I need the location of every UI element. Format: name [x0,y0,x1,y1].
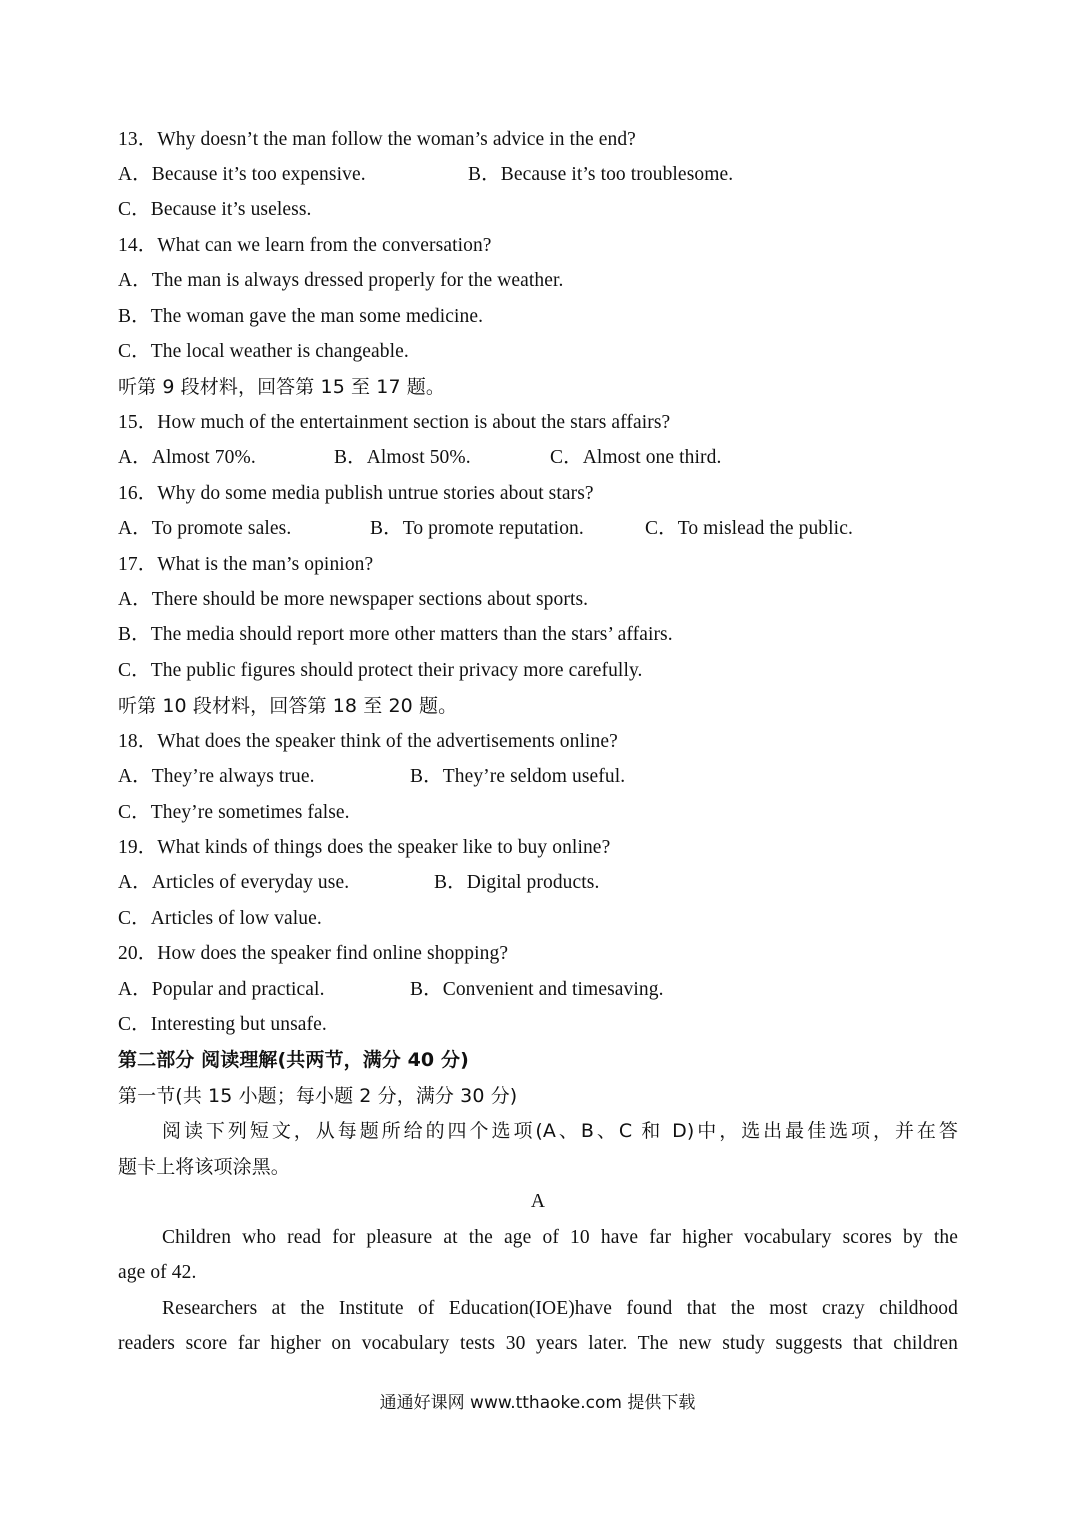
q15-option-b: B．Almost 50%. [334,447,471,468]
q17-option-a: A．There should be more newspaper sections about sports. [118,589,589,610]
section-instruction-9: 听第 9 段材料，回答第 15 至 17 题。 [118,376,445,398]
question-14: 14．What can we learn from the conversation? [118,235,492,256]
section-instruction-10: 听第 10 段材料，回答第 18 至 20 题。 [118,695,458,717]
q14-option-b: B．The woman gave the man some medicine. [118,306,484,327]
q13-option-c: C．Because it’s useless. [118,199,312,220]
q20-option-b: B．Convenient and timesaving. [410,979,664,1000]
q15-option-a: A．Almost 70%. [118,447,256,468]
q16-option-a: A．To promote sales. [118,518,292,539]
passage-a-label: A [530,1191,546,1212]
reading-instruction-line-2: 题卡上将该项涂黑。 [118,1156,290,1178]
q18-option-b: B．They’re seldom useful. [410,766,626,787]
passage-paragraph-1-line-2: age of 42. [118,1262,197,1283]
q14-option-a: A．The man is always dressed properly for the weather. [118,270,564,291]
q19-option-c: C．Articles of low value. [118,908,322,929]
q19-option-b: B．Digital products. [434,872,600,893]
q15-option-c: C．Almost one third. [550,447,722,468]
q20-option-c: C．Interesting but unsafe. [118,1014,327,1035]
question-13: 13．Why doesn’t the man follow the woman’s advice in the end? [118,129,636,150]
question-17: 17．What is the man’s opinion? [118,554,374,575]
q18-option-c: C．They’re sometimes false. [118,802,350,823]
q20-option-a: A．Popular and practical. [118,979,325,1000]
page-footer: 通通好课网 www.tthaoke.com 提供下载 [379,1393,696,1413]
passage-paragraph-2-line-1: Researchers at the Institute of Education(IOE)have found that the most crazy childhood [162,1298,958,1319]
question-19: 19．What kinds of things does the speaker like to buy online? [118,837,611,858]
question-15: 15．How much of the entertainment section is about the stars affairs? [118,412,671,433]
part-two-heading: 第二部分 阅读理解(共两节，满分 40 分) [118,1049,469,1071]
q18-option-a: A．They’re always true. [118,766,315,787]
q14-option-c: C．The local weather is changeable. [118,341,409,362]
q19-option-a: A．Articles of everyday use. [118,872,350,893]
q17-option-c: C．The public figures should protect their privacy more carefully. [118,660,643,681]
passage-paragraph-1-line-1: Children who read for pleasure at the age of 10 have far higher vocabulary scores by the [162,1227,958,1248]
section-one-heading: 第一节(共 15 小题；每小题 2 分，满分 30 分) [118,1085,518,1107]
reading-instruction-line-1: 阅读下列短文，从每题所给的四个选项(A、B、C 和 D)中，选出最佳选项，并在答 [162,1120,958,1142]
question-18: 18．What does the speaker think of the advertisements online? [118,731,618,752]
q13-option-a: A．Because it’s too expensive. [118,164,366,185]
question-20: 20．How does the speaker find online shopping? [118,943,509,964]
question-16: 16．Why do some media publish untrue stories about stars? [118,483,594,504]
q16-option-c: C．To mislead the public. [645,518,853,539]
q17-option-b: B．The media should report more other matters than the stars’ affairs. [118,624,673,645]
q13-option-b: B．Because it’s too troublesome. [468,164,734,185]
passage-paragraph-2-line-2: readers score far higher on vocabulary tests 30 years later. The new study suggests that children [118,1333,958,1354]
q16-option-b: B．To promote reputation. [370,518,584,539]
